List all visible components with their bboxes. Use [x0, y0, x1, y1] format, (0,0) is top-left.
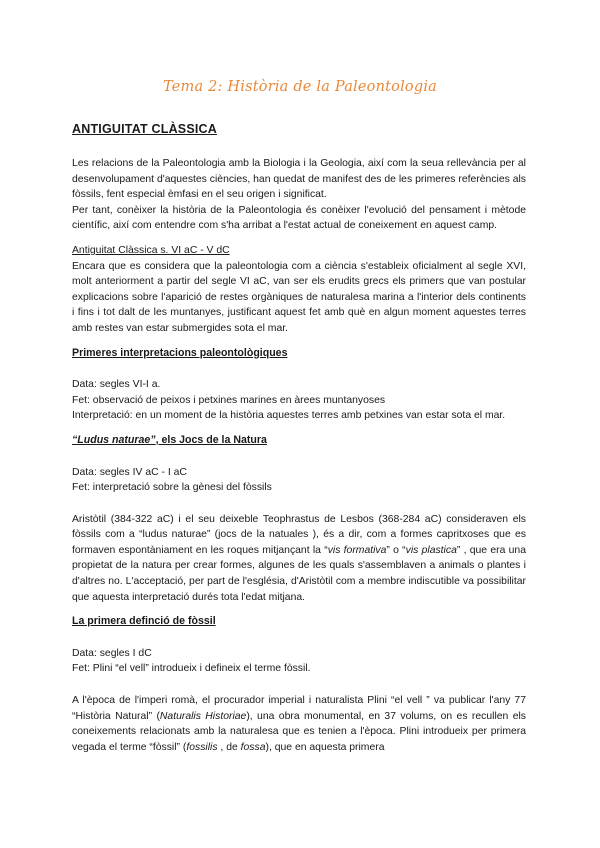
s3-paragraph	[72, 693, 526, 755]
s1-fact: Fet: observació de peixos i petxines marines en àrees muntanyoses	[72, 394, 386, 406]
s1-interpretation: Interpretació: en un moment de la història aquestes terres amb petxines van estar sota el mar.	[72, 410, 506, 422]
subsection-heading-1: Primeres interpretacions paleontològiques	[72, 346, 288, 359]
s3-text-d: ), que en aquesta primera	[265, 741, 385, 753]
s3-text-a: A l'època de l'imperi romà, el procurador imperial i naturalista Plini “el vell ” va publicar l'any 77 “Història Natural” (	[72, 695, 526, 722]
antiquity-paragraph: Encara que es considera que la paleontologia com a ciència s'estableix oficialment al segle XVI, molt anteriorment a partir del segle VI aC, van ser els erudits grecs els primers que van postular explicacions sobre l'aparició de restes orgàniques de naturalesa marina a l'interior dels continents i fins i tot dalt de les muntanyes, justificant aquest fet amb què en algun moment aquestes terres amb restes van estar submergides sota el mar.	[72, 260, 526, 334]
subsection-heading-3: La primera definció de fòssil	[72, 615, 216, 628]
s2-text-b: ” o “	[386, 544, 406, 556]
s3-fact: Fet: Plini “el vell” introdueix i defineix el terme fòssil.	[72, 663, 311, 675]
s2-italic-2: vis plastica	[405, 544, 457, 556]
intro-paragraph-2: Per tant, conèixer la història de la Paleontologia és conèixer l'evolució del pensament i mètode científic, així com entendre com s'ha arribat a l'estat actual de coneixement en aquest camp.	[72, 204, 526, 232]
document-body	[72, 122, 526, 755]
s3-italic-1: Naturalis Historiae	[159, 710, 247, 722]
s2-text-c: ” , que era una propietat de la natura per crear formes, algunes de les quals s'assemblaven a animals o plantes i d'altres no. L'acceptació, per part de l'església, d'Aristòtil com a membre indiscutible va possibilitar que aquesta interpretació durés tota l'edat mitjana.	[72, 544, 526, 603]
s2-text-a: Aristòtil (384-322 aC) i el seu deixeble Teophrastus de Lesbos (368-284 aC) consideraven els fòssils com a “ludus naturae” (jocs de la natuales ), és a dir, com a formes capritxoses que es formaven espontàniament en les roques mitjançant la “	[72, 513, 526, 556]
page-title: Tema 2: Història de la Paleontologia	[162, 79, 438, 95]
s2-heading-rest: , els Jocs de la Natura	[155, 433, 267, 446]
s3-text-b: ), una obra monumental, en 37 volums, on es recullen els coneixements relacionats amb la naturalesa que es tenien a l'època. Plini introdueix per primera vegada el terme “fòssil” (	[72, 710, 526, 753]
intro-paragraph-1: Les relacions de la Paleontologia amb la Biologia i la Geologia, així com la seua rellevància per al desenvolupament d'aquestes ciències, han quedat de manifest des de les primeres referències als fòssils, fent especial èmfasi en el seu origen i significat.	[72, 158, 526, 201]
subsection-heading-2	[72, 433, 526, 449]
s2-date: Data: segles IV aC - I aC	[72, 466, 187, 478]
s2-heading-italic: “Ludus naturae”	[72, 433, 156, 446]
s3-date: Data: segles I dC	[72, 647, 152, 659]
s2-italic-1: vis formativa	[327, 544, 387, 556]
antiquity-heading: Antiguitat Clàssica s. VI aC - V dC	[72, 244, 230, 256]
s3-italic-3: fossa	[240, 741, 266, 753]
s1-date: Data: segles VI-I a.	[72, 379, 161, 391]
s2-paragraph	[72, 512, 526, 606]
s3-italic-2: fossilis	[186, 741, 218, 753]
s3-text-c: , de	[217, 741, 241, 753]
section-heading: ANTIGUITAT CLÀSSICA	[72, 122, 217, 136]
s2-fact: Fet: interpretació sobre la gènesi del fòssils	[72, 482, 272, 494]
